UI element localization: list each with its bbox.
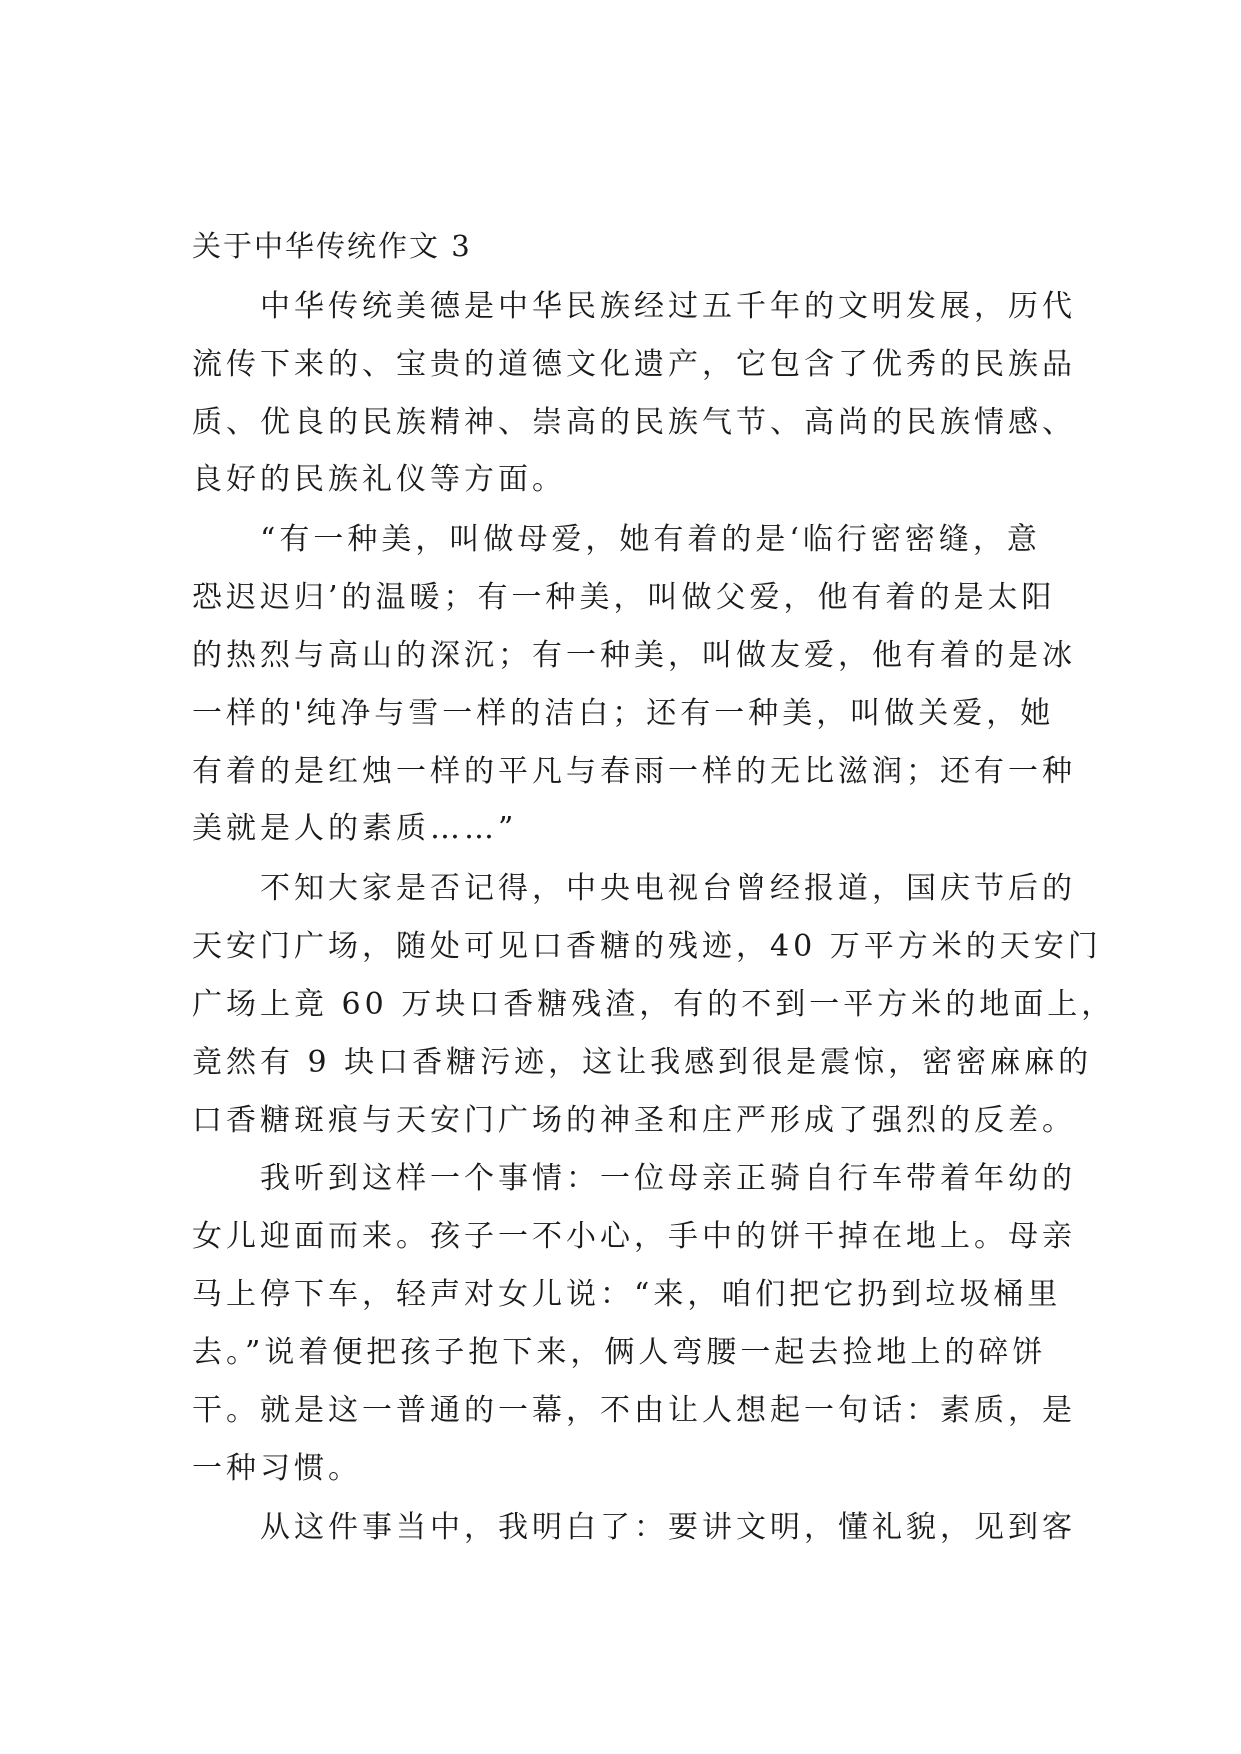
- paragraph-1-line-3: 质、优良的民族精神、崇高的民族气节、高尚的民族情感、: [192, 405, 1076, 440]
- paragraph-3-line-4: 竟然有 9 块口香糖污迹，这让我感到很是震惊，密密麻麻的: [192, 1045, 1093, 1080]
- paragraph-4-line-3: 马上停下车，轻声对女儿说：“来，咱们把它扔到垃圾桶里: [192, 1277, 1062, 1312]
- paragraph-2-line-6: 美就是人的素质……”: [192, 811, 518, 846]
- paragraph-3-line-2: 天安门广场，随处可见口香糖的残迹，40 万平方米的天安门: [192, 929, 1102, 964]
- paragraph-4-line-2: 女儿迎面而来。孩子一不小心，手中的饼干掉在地上。母亲: [192, 1219, 1076, 1254]
- paragraph-2-line-4: 一样的'纯净与雪一样的洁白；还有一种美，叫做关爱，她: [192, 696, 1055, 731]
- paragraph-4-line-5: 干。就是这一普通的一幕，不由让人想起一句话：素质，是: [192, 1393, 1076, 1428]
- paragraph-3-line-3: 广场上竟 60 万块口香糖残渣，有的不到一平方米的地面上，: [192, 987, 1116, 1022]
- paragraph-5-line-1: 从这件事当中，我明白了：要讲文明，懂礼貌，见到客: [192, 1510, 1076, 1545]
- paragraph-2-line-1: “有一种美，叫做母爱，她有着的是‘临行密密缝，意: [192, 522, 1041, 557]
- paragraph-3-line-5: 口香糖斑痕与天安门广场的神圣和庄严形成了强烈的反差。: [192, 1103, 1076, 1138]
- paragraph-4-line-4: 去。”说着便把孩子抱下来，俩人弯腰一起去捡地上的碎饼: [192, 1335, 1047, 1370]
- paragraph-4-line-6: 一种习惯。: [192, 1451, 362, 1486]
- paragraph-1-line-2: 流传下来的、宝贵的道德文化遗产，它包含了优秀的民族品: [192, 347, 1076, 382]
- paragraph-2-line-3: 的热烈与高山的深沉；有一种美，叫做友爱，他有着的是冰: [192, 638, 1076, 673]
- paragraph-2-line-5: 有着的是红烛一样的平凡与春雨一样的无比滋润；还有一种: [192, 754, 1076, 789]
- paragraph-2-line-2: 恐迟迟归’的温暖；有一种美，叫做父爱，他有着的是太阳: [192, 580, 1056, 615]
- paragraph-3-line-1: 不知大家是否记得，中央电视台曾经报道，国庆节后的: [192, 871, 1076, 906]
- paragraph-1-line-1: 中华传统美德是中华民族经过五千年的文明发展，历代: [192, 289, 1076, 324]
- document-title: 关于中华传统作文 3: [192, 229, 472, 263]
- paragraph-1-line-4: 良好的民族礼仪等方面。: [192, 462, 566, 497]
- paragraph-4-line-1: 我听到这样一个事情：一位母亲正骑自行车带着年幼的: [192, 1161, 1076, 1196]
